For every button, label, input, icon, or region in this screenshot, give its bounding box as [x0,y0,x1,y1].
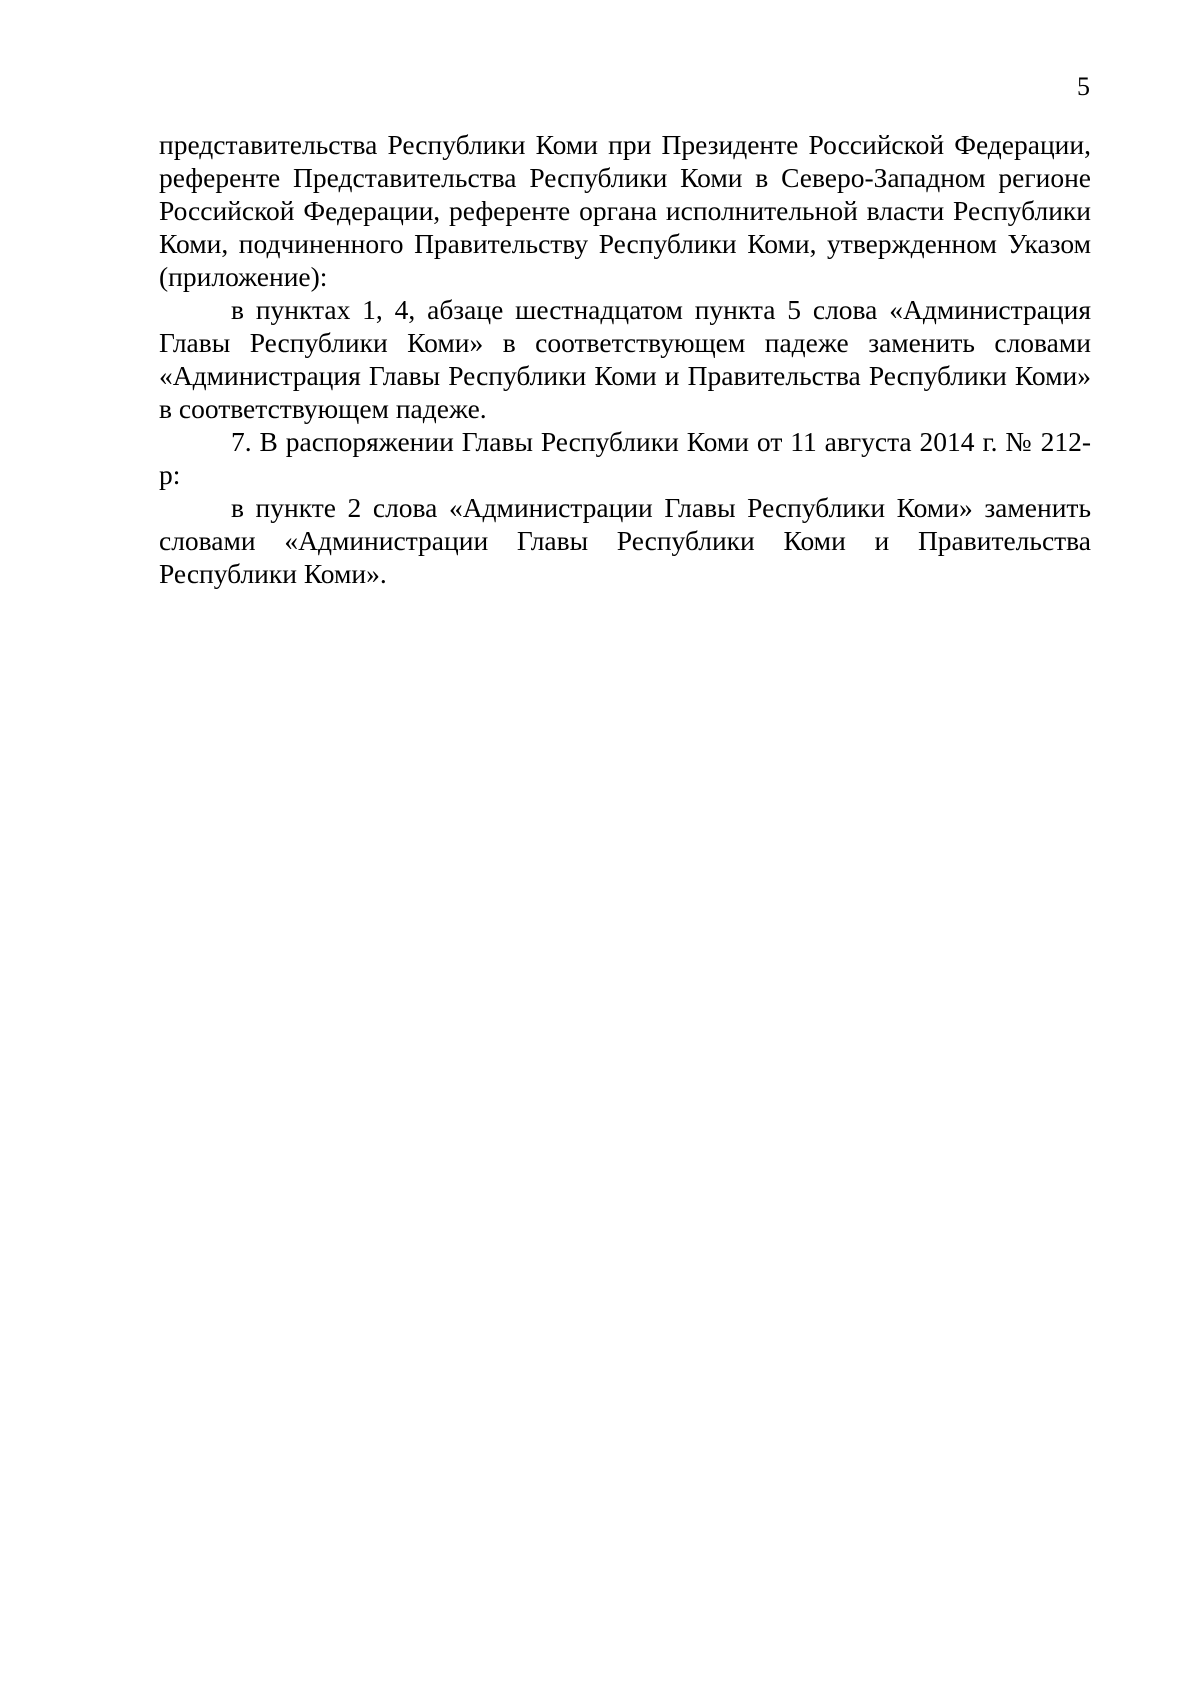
paragraph-continuation: представительства Республики Коми при Президенте Российской Федерации, референте Представительства Республики Коми в Северо-Западном регионе Российской Федерации, референте органа исполнительной власти Республики Коми, подчиненного Правительству Республики Коми, утвержденном Указом (приложение): [159,129,1091,292]
page-number: 5 [1077,72,1090,101]
document-body [159,128,1091,590]
paragraph-amendment-2: в пункте 2 слова «Администрации Главы Республики Коми» заменить словами «Администрации Главы Республики Коми и Правительства Республики Коми». [159,492,1091,589]
paragraph-amendment-1: в пунктах 1, 4, абзаце шестнадцатом пункта 5 слова «Администрация Главы Республики Коми» в соответствующем падеже заменить словами «Администрация Главы Республики Коми и Правительства Республики Коми» в соответствующем падеже. [159,294,1091,424]
paragraph-item-7: 7. В распоряжении Главы Республики Коми от 11 августа 2014 г. № 212-р: [159,426,1091,490]
